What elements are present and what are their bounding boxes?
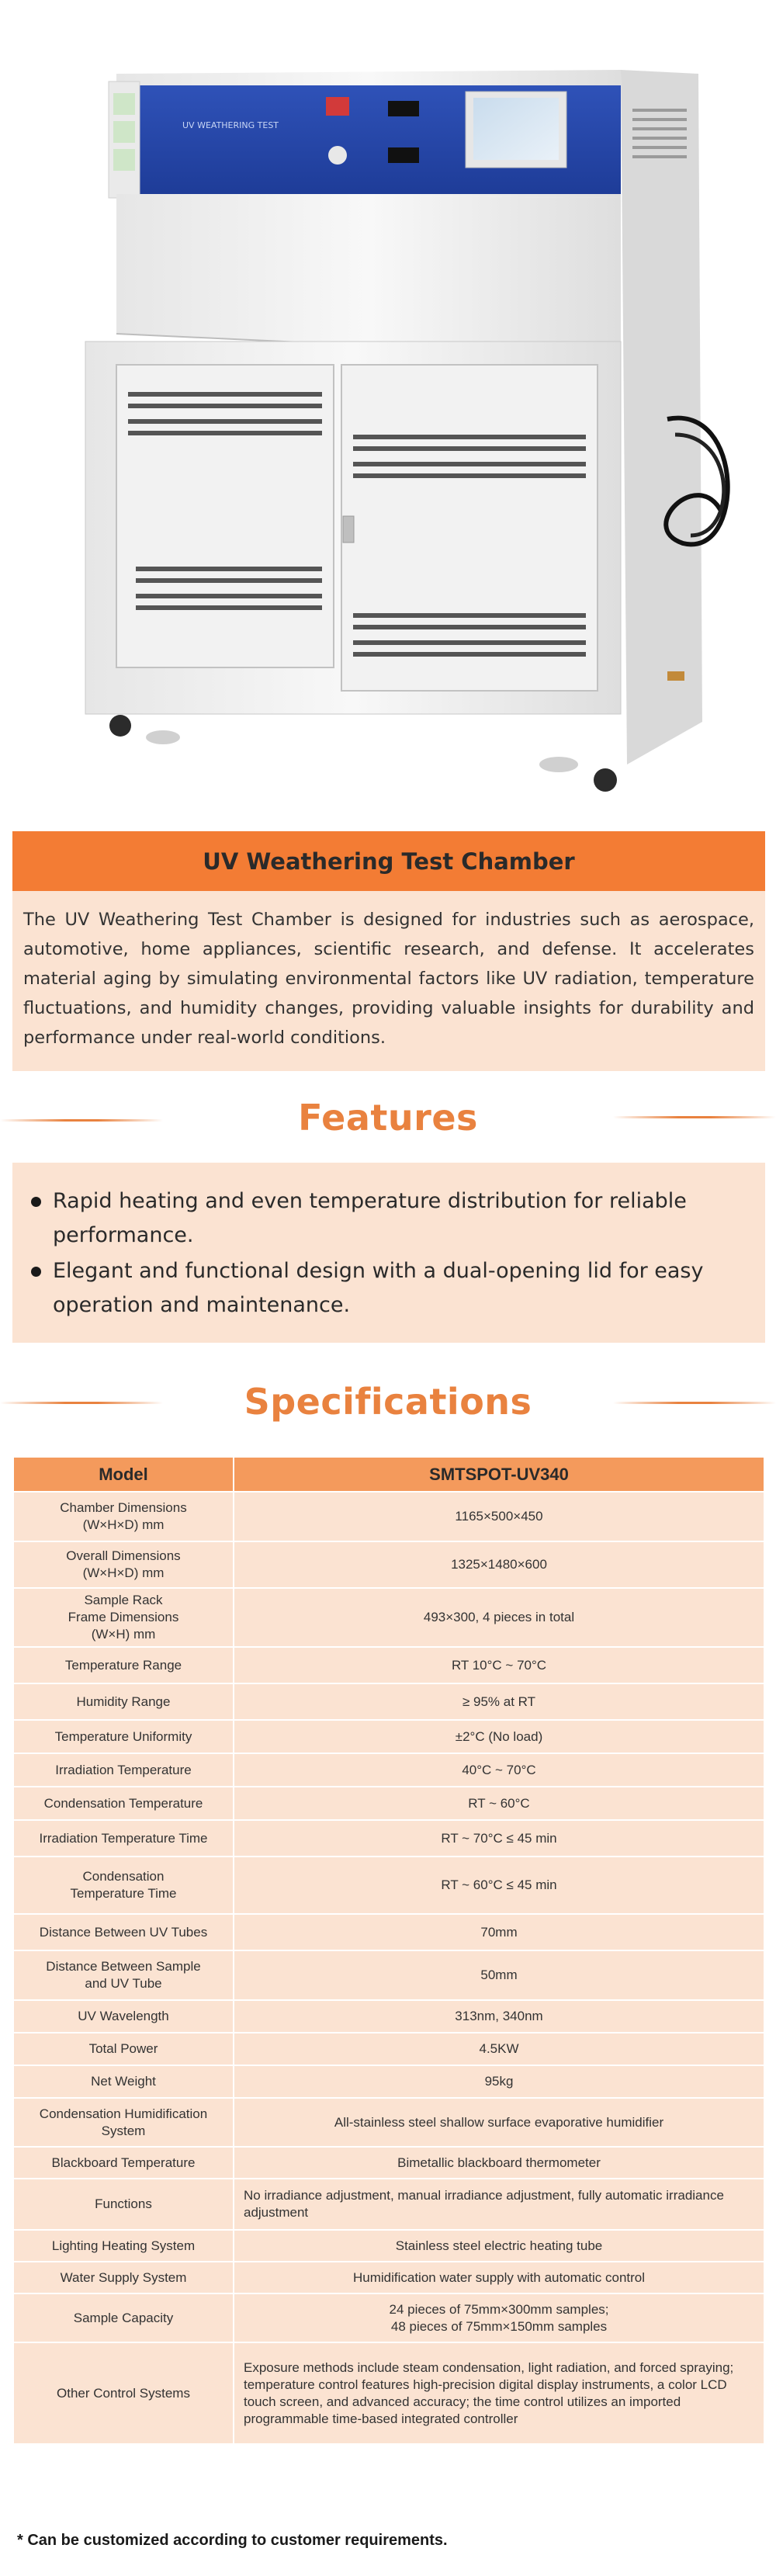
table-row [13,1753,764,1787]
page-title: UV Weathering Test Chamber [203,848,575,875]
spec-label: Water Supply System [13,2262,234,2293]
spec-value: 50mm [234,1950,764,2000]
table-row [13,2293,764,2342]
spec-value: 1325×1480×600 [234,1541,764,1588]
feature-item [26,1184,751,1253]
spec-label: Functions [13,2179,234,2230]
spec-label: Sample Rack Frame Dimensions (W×H) mm [13,1588,234,1647]
model-value: SMTSPOT-UV340 [234,1457,764,1492]
table-row [13,1588,764,1647]
spec-label: Condensation Humidification System [13,2098,234,2147]
intro-section [12,891,765,1071]
feature-item [26,1254,751,1323]
spec-value: 70mm [234,1914,764,1950]
spec-value: No irradiance adjustment, manual irradiance adjustment, fully automatic irradiance adjustment [234,2179,764,2230]
bullet-icon [31,1197,41,1207]
panel-label: UV WEATHERING TEST [182,120,279,130]
spec-label: Irradiation Temperature Time [13,1820,234,1857]
spec-value: 4.5KW [234,2033,764,2065]
table-row [13,2065,764,2098]
table-row [13,2342,764,2444]
spec-value: 24 pieces of 75mm×300mm samples; 48 pieces of 75mm×150mm samples [234,2293,764,2342]
spec-value: 95kg [234,2065,764,2098]
table-row [13,2147,764,2179]
features-heading [0,1087,776,1149]
spec-table [12,1456,765,2445]
spec-label: Chamber Dimensions (W×H×D) mm [13,1492,234,1541]
spec-table-body [13,1492,764,2444]
spec-label: Condensation Temperature Time [13,1857,234,1914]
uv-test-chamber-illustration [0,0,776,823]
spec-value: RT ~ 60°C ≤ 45 min [234,1857,764,1914]
spec-value: RT ~ 60°C [234,1787,764,1820]
spec-value: 40°C ~ 70°C [234,1753,764,1787]
footnote: * Can be customized according to customer requirements. [17,2532,448,2549]
product-image [0,0,776,823]
spec-value: 493×300, 4 pieces in total [234,1588,764,1647]
table-row [13,1950,764,2000]
specifications-heading [0,1371,776,1433]
feature-text: Rapid heating and even temperature distribution for reliable performance. [53,1189,687,1247]
table-row [13,1820,764,1857]
spec-value: 313nm, 340nm [234,2000,764,2033]
spec-value: ≥ 95% at RT [234,1683,764,1720]
intro-text: The UV Weathering Test Chamber is designed for industries such as aerospace, automotive, home appliances, scientific research, and defense. It accelerates material aging by simulating environmental factors like UV radiation, temperature fluctuations, and humidity changes, providing valuable insights for durability and performance under real-world conditions. [23,910,754,1048]
spec-value: ±2°C (No load) [234,1720,764,1753]
spec-label: Lighting Heating System [13,2230,234,2262]
features-box [12,1163,765,1343]
spec-value: Stainless steel electric heating tube [234,2230,764,2262]
table-row [13,2098,764,2147]
table-row [13,2179,764,2230]
spec-label: Blackboard Temperature [13,2147,234,2179]
spec-label: Humidity Range [13,1683,234,1720]
spec-label: Irradiation Temperature [13,1753,234,1787]
spec-label: Temperature Uniformity [13,1720,234,1753]
features-title: Features [298,1097,478,1139]
table-row [13,2262,764,2293]
table-row [13,1787,764,1820]
spec-label: UV Wavelength [13,2000,234,2033]
table-row [13,2230,764,2262]
table-row [13,1683,764,1720]
spec-value: RT ~ 70°C ≤ 45 min [234,1820,764,1857]
table-row [13,2000,764,2033]
features-list [26,1184,751,1323]
table-row [13,2033,764,2065]
spec-label: Total Power [13,2033,234,2065]
bullet-icon [31,1267,41,1277]
spec-value: Bimetallic blackboard thermometer [234,2147,764,2179]
title-bar [12,831,765,891]
spec-label: Distance Between UV Tubes [13,1914,234,1950]
spec-label: Condensation Temperature [13,1787,234,1820]
spec-value: All-stainless steel shallow surface evaporative humidifier [234,2098,764,2147]
spec-value: Humidification water supply with automatic control [234,2262,764,2293]
table-row [13,1492,764,1541]
table-row [13,1647,764,1683]
table-row [13,1914,764,1950]
model-label: Model [13,1457,234,1492]
spec-label: Net Weight [13,2065,234,2098]
specifications-title: Specifications [244,1381,532,1423]
spec-value: RT 10°C ~ 70°C [234,1647,764,1683]
spec-label: Temperature Range [13,1647,234,1683]
spec-value: 1165×500×450 [234,1492,764,1541]
spec-label: Distance Between Sample and UV Tube [13,1950,234,2000]
spec-value: Exposure methods include steam condensation, light radiation, and forced spraying; temperature control features high-precision digital display instruments, a color LCD touch screen, and advanced accuracy; the time control utilizes an imported programmable time-based integrated controller [234,2342,764,2444]
spec-label: Other Control Systems [13,2342,234,2444]
spec-label: Overall Dimensions (W×H×D) mm [13,1541,234,1588]
table-row [13,1857,764,1914]
table-header-row [13,1457,764,1492]
table-row [13,1541,764,1588]
feature-text: Elegant and functional design with a dual-opening lid for easy operation and maintenance. [53,1259,704,1317]
table-row [13,1720,764,1753]
spec-label: Sample Capacity [13,2293,234,2342]
